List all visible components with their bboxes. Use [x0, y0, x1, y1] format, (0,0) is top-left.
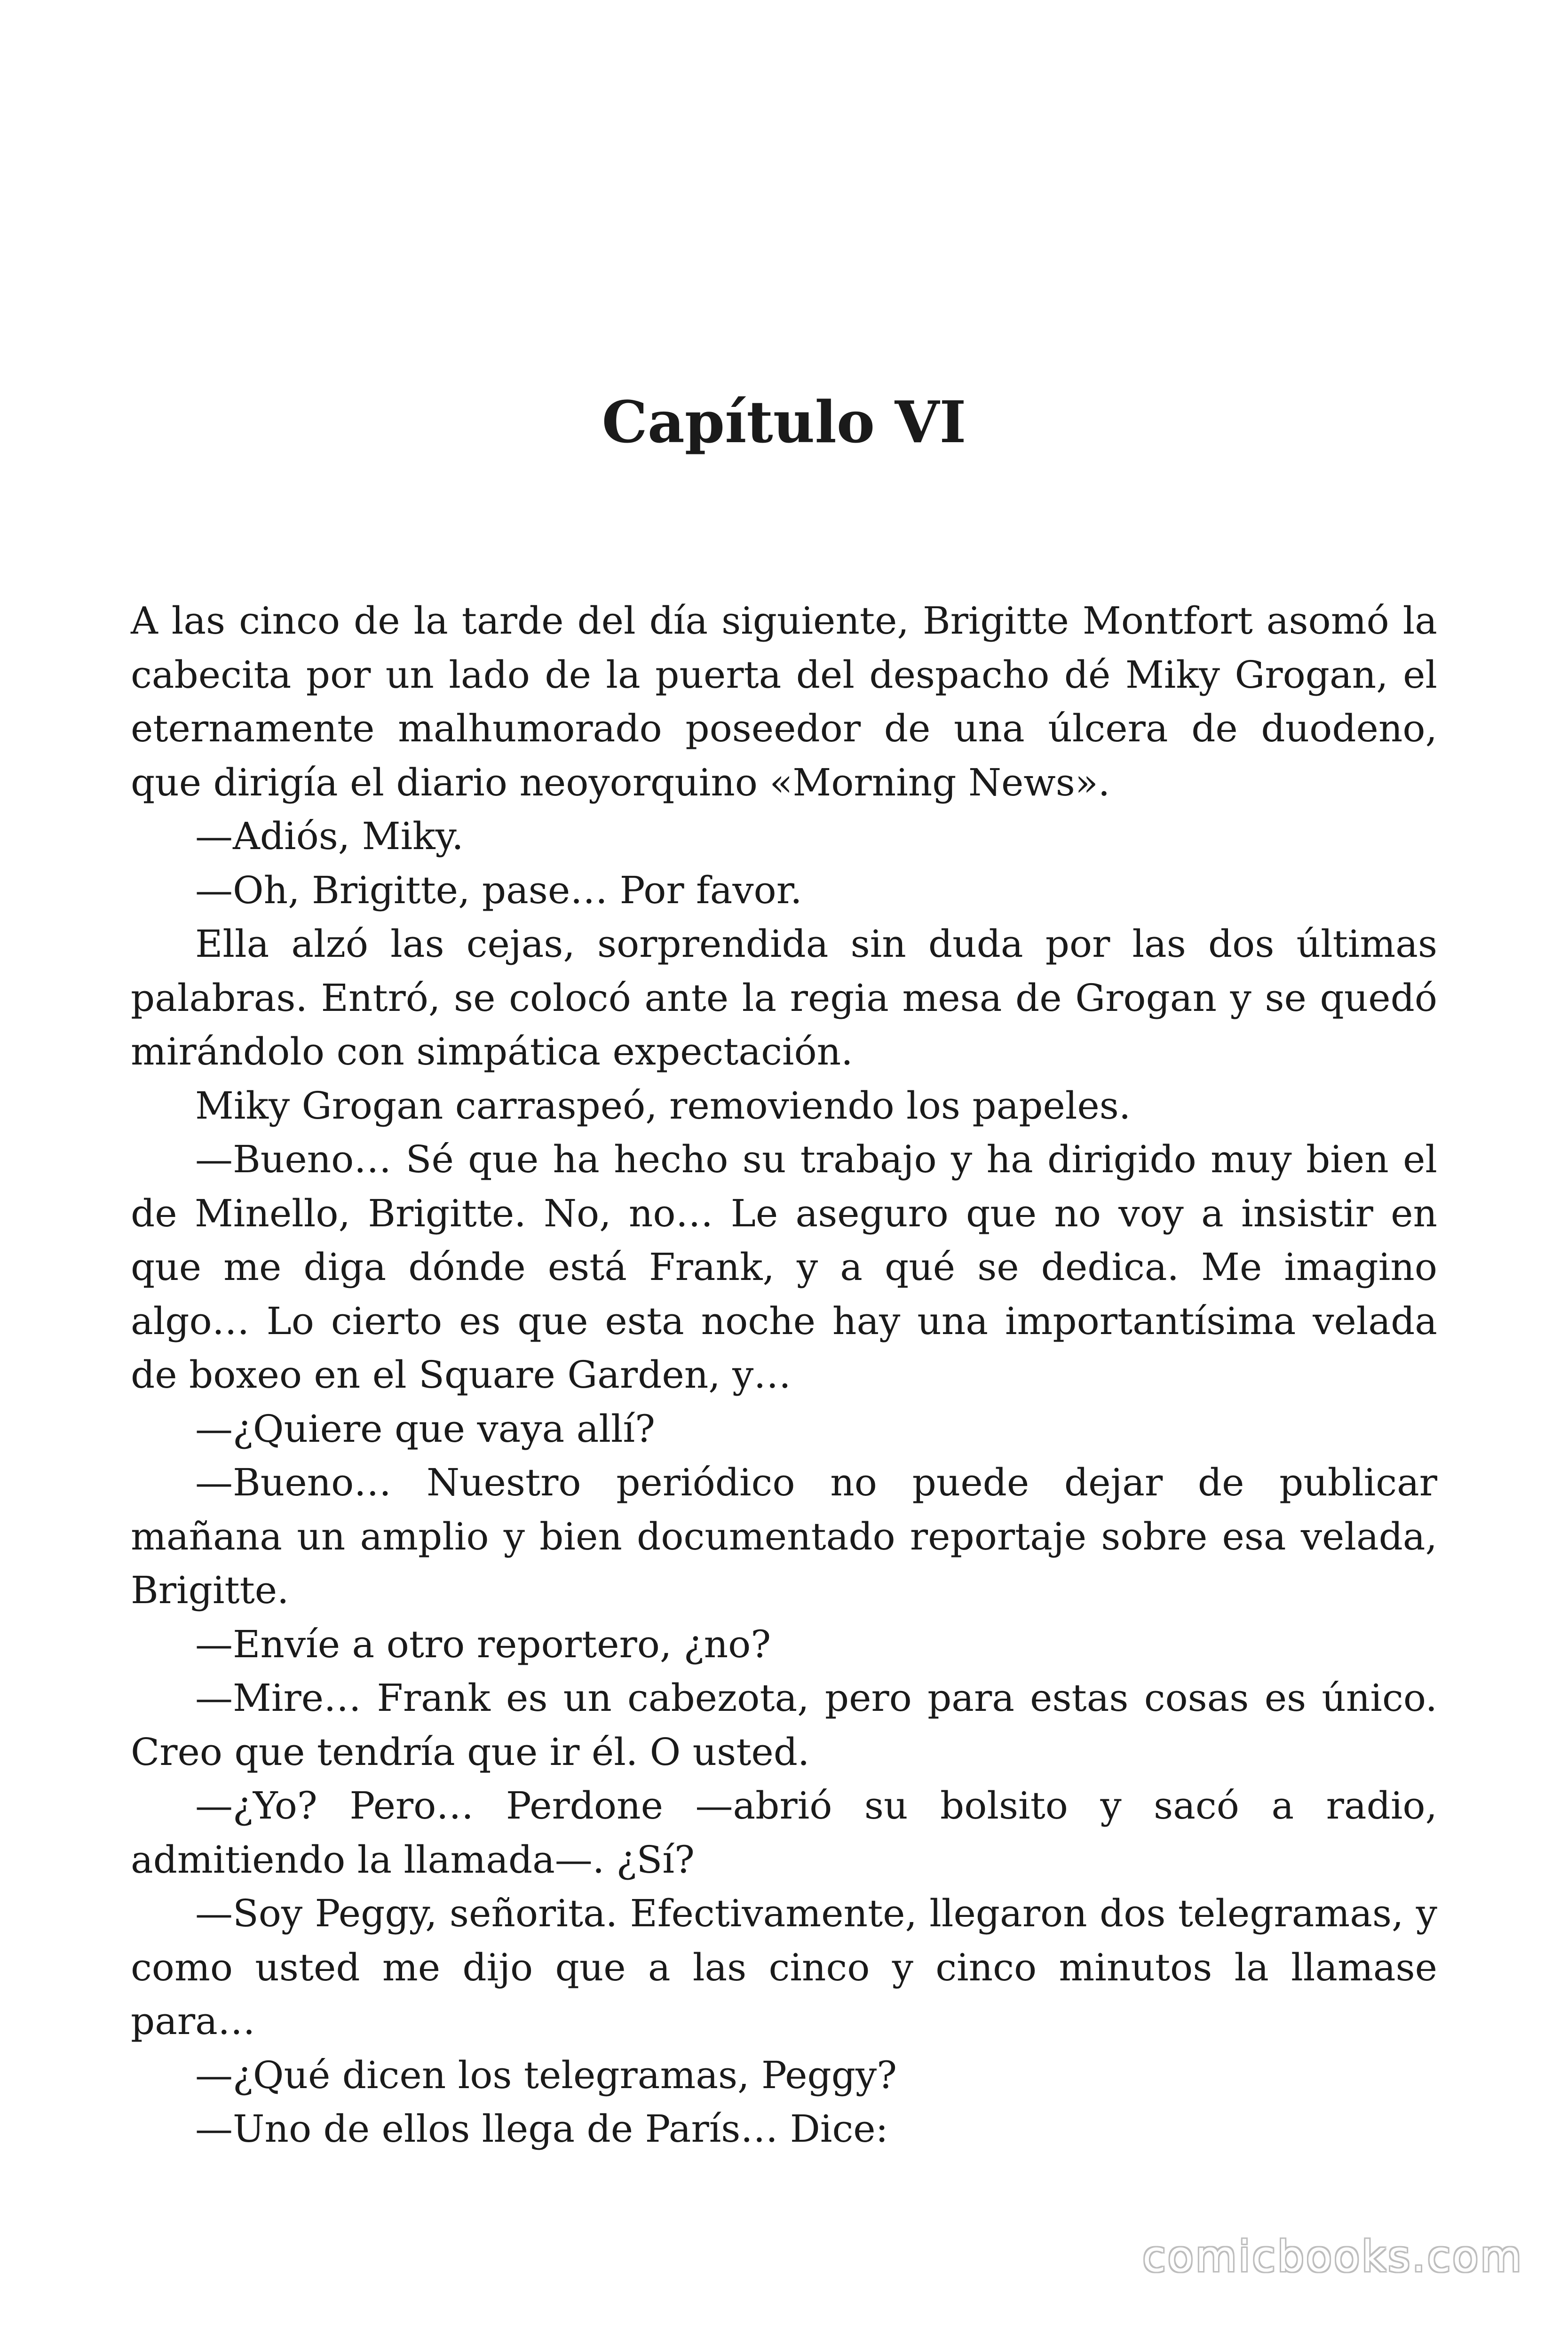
paragraph: —Uno de ellos llega de París… Dice:	[195, 2107, 888, 2151]
paragraph: —¿Qué dicen los telegramas, Peggy?	[195, 2053, 897, 2097]
paragraph: —Adiós, Miky.	[195, 814, 464, 858]
chapter-body	[131, 594, 1437, 2156]
paragraph: —Envíe a otro reportero, ¿no?	[195, 1622, 771, 1666]
paragraph: —Soy Peggy, señorita. Efectivamente, llegaron dos telegramas, y como usted me dijo que a las cinco y cinco minutos la llamase para…	[131, 1891, 1437, 2043]
paragraph: —Mire… Frank es un cabezota, pero para estas cosas es único. Creo que tendría que ir él. O usted.	[131, 1676, 1437, 1774]
paragraph: Miky Grogan carraspeó, removiendo los papeles.	[195, 1083, 1131, 1128]
paragraph: —Bueno… Sé que ha hecho su trabajo y ha dirigido muy bien el de Minello, Brigitte. No, no… Le aseguro que no voy a insistir en que me diga dónde está Frank, y a qué se dedica. Me imagino algo… Lo cierto es que esta noche hay una importantísima velada de boxeo en el Square Garden, y…	[131, 1137, 1437, 1397]
paragraph: —Oh, Brigitte, pase… Por favor.	[195, 868, 802, 912]
chapter-title: Capítulo VI	[602, 388, 966, 456]
paragraph: Ella alzó las cejas, sorprendida sin duda por las dos últimas palabras. Entró, se colocó ante la regia mesa de Grogan y se quedó mirándolo con simpática expectación.	[131, 922, 1437, 1073]
watermark: comicbooks.com	[1142, 2232, 1523, 2281]
paragraph: A las cinco de la tarde del día siguiente, Brigitte Montfort asomó la cabecita por un lado de la puerta del despacho dé Miky Grogan, el eternamente malhumorado poseedor de una úlcera de duodeno, que dirigía el diario neoyorquino «Morning News».	[131, 599, 1437, 804]
paragraph: —¿Quiere que vaya allí?	[195, 1406, 656, 1451]
paragraph: —¿Yo? Pero… Perdone —abrió su bolsito y sacó a radio, admitiendo la llamada—. ¿Sí?	[131, 1784, 1437, 1882]
paragraph: —Bueno… Nuestro periódico no puede dejar de publicar mañana un amplio y bien documentado reportaje sobre esa velada, Brigitte.	[131, 1461, 1437, 1612]
